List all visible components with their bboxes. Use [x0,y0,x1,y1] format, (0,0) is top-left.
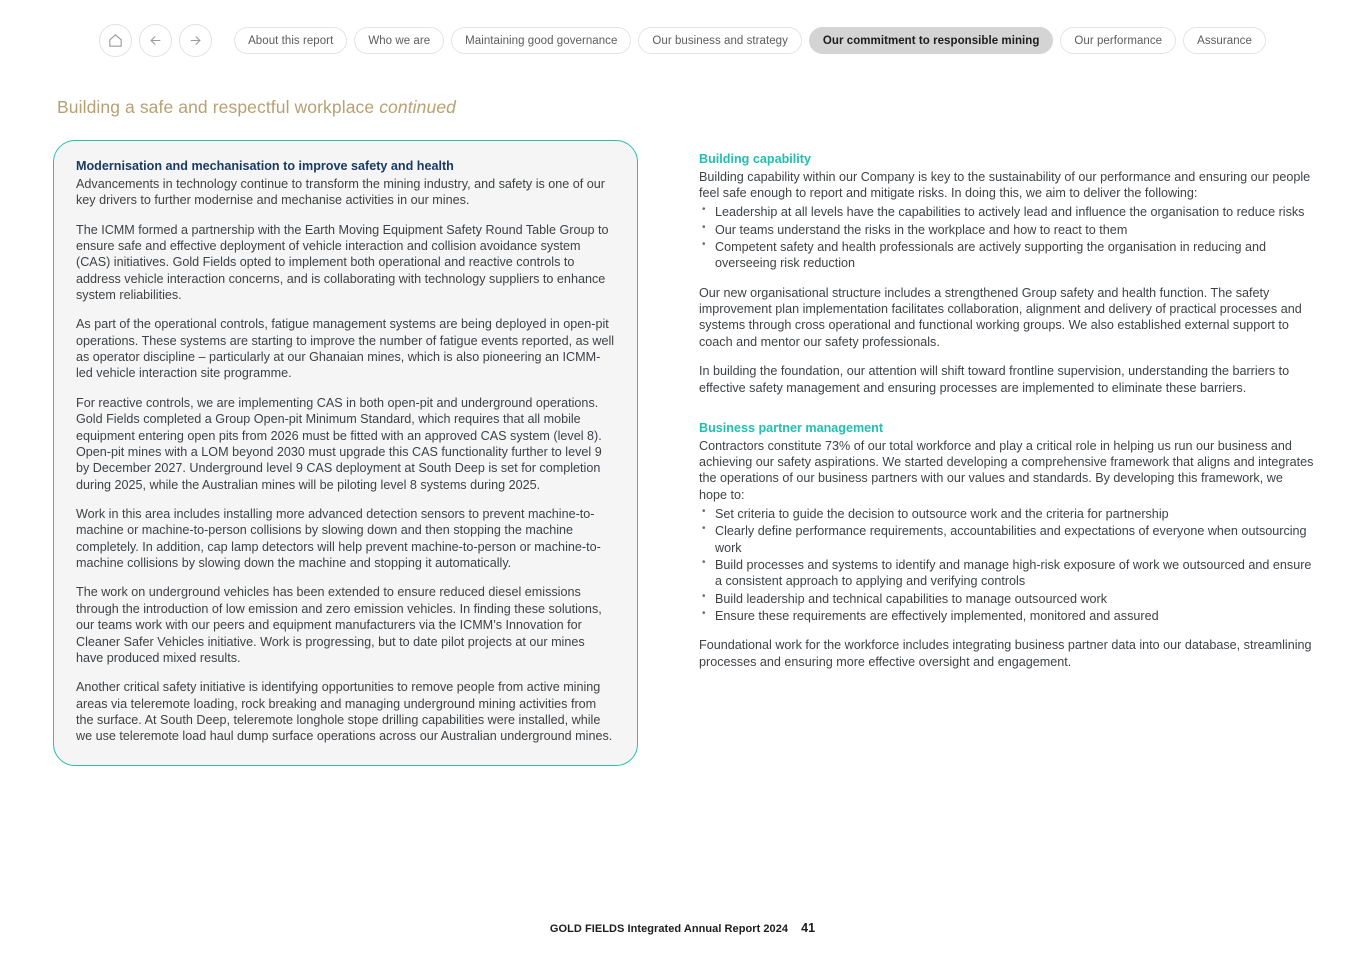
building-capability-intro: Building capability within our Company is key to the sustainability of our performance and ensuring our people feel safe enough to report and mitigate risks. In doing this, we aim to deliver the following: [699,169,1311,200]
forward-button[interactable] [179,24,212,57]
arrow-left-icon [148,33,163,48]
footer-page-number: 41 [801,921,816,935]
callout-paragraph: The work on underground vehicles has been extended to ensure reduced diesel emissions through the introduction of low emission and zero emission vehicles. In finding these solutions, our teams work with our peers and equipment manufacturers via the ICMM’s Innovation for Cleaner Safer Vehicles initiative. Work is progressing, but to date pilot projects at our mines have produced mixed results. [76,585,602,665]
page-title [57,97,456,118]
business-partner-paragraph: Foundational work for the workforce includes integrating business partner data into our database, streamlining processes and ensuring more effective oversight and engagement. [699,638,1312,669]
business-partner-bullet-list [699,506,1314,625]
navigation-inner [99,24,1266,57]
tab-about-this-report[interactable]: About this report [234,27,347,54]
list-item: • Clearly define performance requirements, accountabilities and expectations of everyone when outsourcing work [699,523,1314,556]
tab-assurance[interactable]: Assurance [1183,27,1266,54]
modernisation-callout-box [53,140,638,766]
callout-paragraph: As part of the operational controls, fatigue management systems are being deployed in open-pit operations. These systems are starting to improve the number of fatigue events reported, as well as operator discipline – particularly at our Ghanaian mines, which is also pioneering an ICMM-led vehicle interaction site programme. [76,317,615,381]
home-icon [107,32,124,49]
list-item: • Build leadership and technical capabilities to manage outsourced work [699,591,1314,607]
callout-paragraph: Another critical safety initiative is identifying opportunities to remove people from active mining areas via teleremote loading, rock breaking and managing underground mining activities from the surface. At South Deep, teleremote longhole stope drilling capabilities were installed, while we use teleremote load haul dump surface operations across our Australian underground mines. [76,680,613,744]
list-item: • Competent safety and health professionals are actively supporting the organisation in reducing and overseeing risk reduction [699,239,1314,272]
arrow-right-icon [188,33,203,48]
building-capability-paragraph: In building the foundation, our attention will shift toward frontline supervision, understanding the barriers to effective safety management and ensuring processes are implemented to eliminate these barriers. [699,364,1290,395]
building-capability-heading: Building capability [699,152,811,166]
home-button[interactable] [99,24,132,57]
callout-paragraph: Work in this area includes installing more advanced detection sensors to prevent machine-to-machine or machine-to-person collisions by slowing down and then stopping the machine completely. In addition, cap lamp detectors will help prevent machine-to-person or machine-to-machine collisions by slowing down the machine and stopping it automatically. [76,506,601,571]
tab-who-we-are[interactable]: Who we are [354,27,444,54]
footer-report-title: GOLD FIELDS Integrated Annual Report 2024 [549,923,789,935]
callout-paragraph: For reactive controls, we are implementing CAS in both open-pit and underground operations. Gold Fields completed a Group Open-pit Minimum Standard, which requires that all mobile equipment entering open pits from 2026 must be fitted with an approved CAS system (level 8). Open-pit mines with a LOM beyond 2030 must upgrade this CAS functionality further to level 9 by December 2027. Underground level 9 CAS deployment at South Deep is set for completion during 2025, while the Australian mines will be piloting level 8 systems during 2025. [76,395,602,492]
list-item: • Build processes and systems to identify and manage high-risk exposure of work we outsourced and ensure a consistent approach to applying and verifying controls [699,557,1314,590]
building-capability-bullet-list [699,204,1314,271]
tab-our-commitment-to-responsible-mining[interactable]: Our commitment to responsible mining [809,27,1054,54]
page-footer [0,921,1365,935]
building-capability-paragraph: Our new organisational structure includes a strengthened Group safety and health function. The safety improvement plan implementation facilitates collaboration, alignment and delivery of practical processes and systems through cross operational and functional working groups. We also established external support to coach and mentor our safety professionals. [699,285,1302,349]
back-button[interactable] [139,24,172,57]
list-item: • Set criteria to guide the decision to outsource work and the criteria for partnership [699,506,1314,522]
tab-our-performance[interactable]: Our performance [1060,27,1176,54]
list-item: • Ensure these requirements are effectively implemented, monitored and assured [699,608,1314,624]
callout-paragraph: Advancements in technology continue to transform the mining industry, and safety is one of our key drivers to further modernise and mechanise activities in our mines. [76,176,605,208]
page-title-main: Building a safe and respectful workplace [57,97,380,117]
list-item: • Leadership at all levels have the capabilities to actively lead and influence the organisation to reduce risks [699,204,1314,220]
right-column [699,151,1314,683]
top-navigation-bar [0,24,1365,57]
business-partner-management-heading: Business partner management [699,420,884,435]
page-title-continued: continued [379,97,456,117]
tab-maintaining-good-governance[interactable]: Maintaining good governance [451,27,631,54]
callout-heading: Modernisation and mechanisation to improve safety and health [76,159,454,173]
business-partner-intro: Contractors constitute 73% of our total workforce and play a critical role in helping us run our business and achieving our safety aspirations. We started developing a comprehensive framework that aligns and integrates the operations of our business partners with our values and standards. By developing this framework, we hope to: [699,438,1314,502]
tab-our-business-and-strategy[interactable]: Our business and strategy [638,27,802,54]
list-item: • Our teams understand the risks in the workplace and how to react to them [699,222,1314,238]
callout-paragraph: The ICMM formed a partnership with the Earth Moving Equipment Safety Round Table Group to ensure safe and effective deployment of vehicle interaction and collision avoidance system (CAS) initiatives. Gold Fields opted to implement both operational and reactive controls to address vehicle interaction concerns, and is collaborating with technology suppliers to enhance system reliabilities. [76,222,609,303]
